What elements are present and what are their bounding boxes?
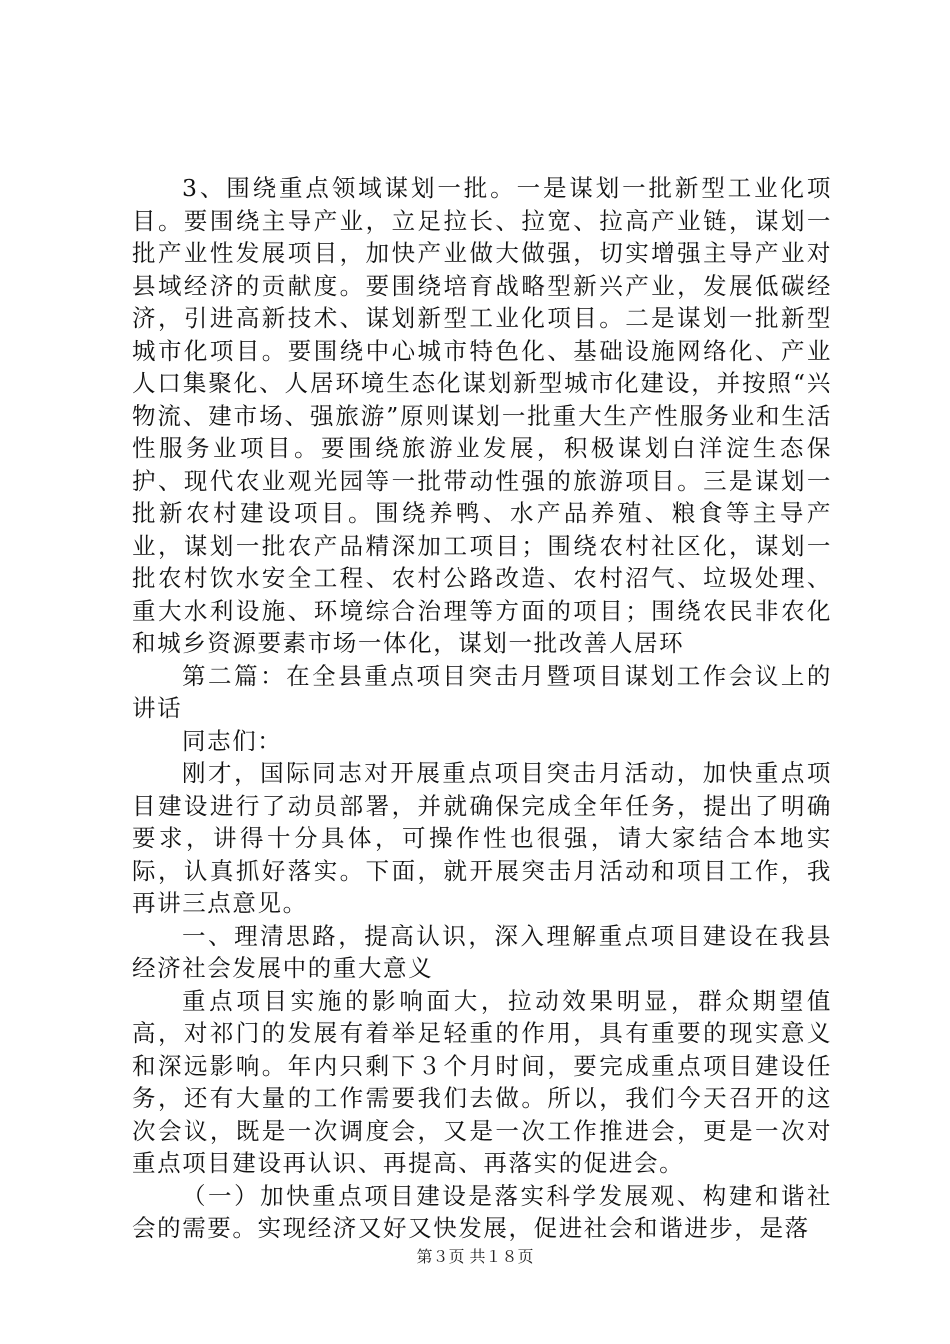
page-footer: 第３页 共１８页 <box>416 1247 534 1266</box>
paragraph-opening: 刚才，国际同志对开展重点项目突击月活动，加快重点项目建设进行了动员部署，并就确保完成全年任务，提出了明确要求，讲得十分具体，可操作性也很强，请大家结合本地实际，认真抓好落实。下面，就开展突击月活动和项目工作，我再讲三点意见。 <box>132 759 832 917</box>
paragraph-section-3: 3、围绕重点领域谋划一批。一是谋划一批新型工业化项目。要围绕主导产业，立足拉长、拉宽、拉高产业链，谋划一批产业性发展项目，加快产业做大做强，切实增强主导产业对县域经济的贡献度。要围绕培育战略型新兴产业，发展低碳经济，引进高新技术、谋划新型工业化项目。二是谋划一批新型城市化项目。要围绕中心城市特色化、基础设施网络化、产业人口集聚化、人居环境生态化谋划新型城市化建设，并按照“兴物流、建市场、强旅游”原则谋划一批重大生产性服务业和生活性服务业项目。要围绕旅游业发展，积极谋划白洋淀生态保护、现代农业观光园等一批带动性强的旅游项目。三是谋划一批新农村建设项目。围绕养鸭、水产品养殖、粮食等主导产业，谋划一批农产品精深加工项目；围绕农村社区化，谋划一批农村饮水安全工程、农村公路改造、农村沼气、垃圾处理、重大水利设施、环境综合治理等方面的项目；围绕农民非农化和城乡资源要素市场一体化，谋划一批改善人居环 <box>132 174 832 657</box>
document-body <box>132 172 832 1245</box>
paragraph-significance: 重点项目实施的影响面大，拉动效果明显，群众期望值高，对祁门的发展有着举足轻重的作用，具有重要的现实意义和深远影响。年内只剩下３个月时间，要完成重点项目建设任务，还有大量的工作需要我们去做。所以，我们今天召开的这次会议，既是一次调度会，又是一次工作推进会，更是一次对重点项目建设再认识、再提高、再落实的促进会。 <box>132 986 832 1177</box>
paragraph-subheading-1: （一）加快重点项目建设是落实科学发展观、构建和谐社会的需要。实现经济又好又快发展，促进社会和谐进步，是落 <box>132 1181 832 1242</box>
paragraph-salutation: 同志们： <box>182 726 283 755</box>
paragraph-chapter-2-title: 第二篇：在全县重点项目突击月暨项目谋划工作会议上的讲话 <box>132 661 832 722</box>
paragraph-heading-1: 一、理清思路，提高认识，深入理解重点项目建设在我县经济社会发展中的重大意义 <box>132 921 832 982</box>
